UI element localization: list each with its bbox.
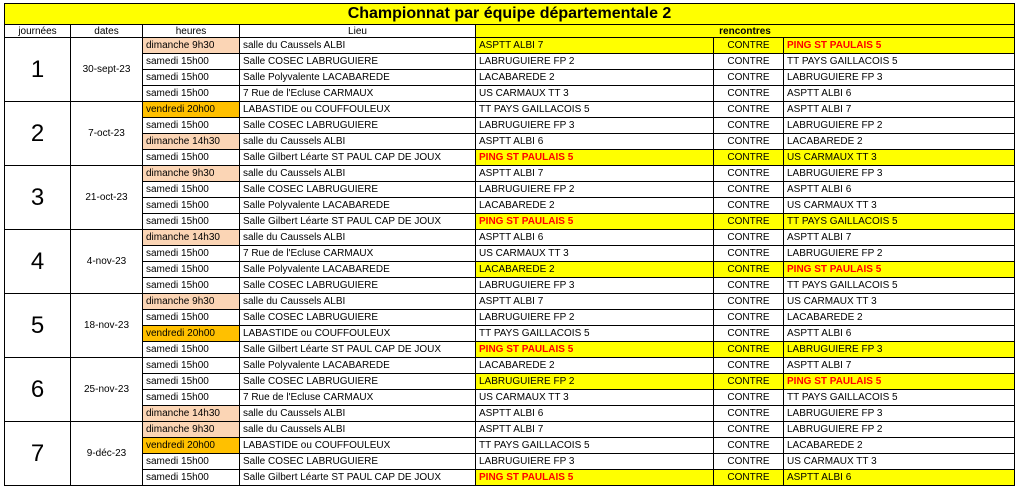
away-team: ASPTT ALBI 6 — [784, 182, 1015, 198]
round-number: 3 — [5, 166, 71, 230]
away-team: US CARMAUX TT 3 — [784, 150, 1015, 166]
match-row — [5, 54, 1015, 70]
match-time: samedi 15h00 — [143, 342, 240, 358]
away-team: TT PAYS GAILLACOIS 5 — [784, 214, 1015, 230]
match-row — [5, 262, 1015, 278]
round-date: 21-oct-23 — [71, 166, 143, 230]
home-team: LABRUGUIERE FP 3 — [476, 118, 714, 134]
home-team: ASPTT ALBI 7 — [476, 422, 714, 438]
versus-label: CONTRE — [714, 422, 784, 438]
away-team: LACABAREDE 2 — [784, 134, 1015, 150]
match-time: samedi 15h00 — [143, 470, 240, 486]
home-team: ASPTT ALBI 6 — [476, 134, 714, 150]
home-team: LABRUGUIERE FP 2 — [476, 374, 714, 390]
match-venue: Salle Gilbert Léarte ST PAUL CAP DE JOUX — [240, 150, 476, 166]
versus-label: CONTRE — [714, 246, 784, 262]
versus-label: CONTRE — [714, 150, 784, 166]
match-time: samedi 15h00 — [143, 182, 240, 198]
match-venue: salle du Caussels ALBI — [240, 294, 476, 310]
home-team: US CARMAUX TT 3 — [476, 246, 714, 262]
match-row — [5, 390, 1015, 406]
match-venue: Salle Polyvalente LACABAREDE — [240, 198, 476, 214]
match-venue: Salle Gilbert Léarte ST PAUL CAP DE JOUX — [240, 214, 476, 230]
home-team: LACABAREDE 2 — [476, 358, 714, 374]
match-row — [5, 470, 1015, 486]
round-date: 30-sept-23 — [71, 38, 143, 102]
versus-label: CONTRE — [714, 102, 784, 118]
match-row — [5, 374, 1015, 390]
away-team: US CARMAUX TT 3 — [784, 294, 1015, 310]
match-row — [5, 326, 1015, 342]
match-row — [5, 198, 1015, 214]
home-team: US CARMAUX TT 3 — [476, 86, 714, 102]
versus-label: CONTRE — [714, 38, 784, 54]
versus-label: CONTRE — [714, 182, 784, 198]
match-venue: 7 Rue de l'Ecluse CARMAUX — [240, 390, 476, 406]
match-time: dimanche 14h30 — [143, 134, 240, 150]
match-venue: salle du Caussels ALBI — [240, 38, 476, 54]
versus-label: CONTRE — [714, 470, 784, 486]
home-team: LACABAREDE 2 — [476, 262, 714, 278]
match-time: samedi 15h00 — [143, 150, 240, 166]
away-team: ASPTT ALBI 7 — [784, 102, 1015, 118]
away-team: PING ST PAULAIS 5 — [784, 38, 1015, 54]
match-venue: Salle COSEC LABRUGUIERE — [240, 118, 476, 134]
match-row — [5, 310, 1015, 326]
match-venue: salle du Caussels ALBI — [240, 134, 476, 150]
match-row — [5, 342, 1015, 358]
match-time: vendredi 20h00 — [143, 326, 240, 342]
match-time: samedi 15h00 — [143, 198, 240, 214]
match-time: samedi 15h00 — [143, 118, 240, 134]
match-row — [5, 246, 1015, 262]
away-team: LABRUGUIERE FP 2 — [784, 118, 1015, 134]
home-team: PING ST PAULAIS 5 — [476, 150, 714, 166]
home-team: LABRUGUIERE FP 3 — [476, 454, 714, 470]
versus-label: CONTRE — [714, 294, 784, 310]
versus-label: CONTRE — [714, 230, 784, 246]
versus-label: CONTRE — [714, 438, 784, 454]
home-team: LACABAREDE 2 — [476, 70, 714, 86]
match-venue: Salle Gilbert Léarte ST PAUL CAP DE JOUX — [240, 342, 476, 358]
match-venue: salle du Caussels ALBI — [240, 230, 476, 246]
match-time: samedi 15h00 — [143, 246, 240, 262]
home-team: TT PAYS GAILLACOIS 5 — [476, 326, 714, 342]
match-venue: Salle COSEC LABRUGUIERE — [240, 54, 476, 70]
versus-label: CONTRE — [714, 390, 784, 406]
match-row — [5, 134, 1015, 150]
schedule-table — [4, 3, 1015, 486]
away-team: LABRUGUIERE FP 2 — [784, 246, 1015, 262]
home-team: ASPTT ALBI 6 — [476, 406, 714, 422]
away-team: LABRUGUIERE FP 3 — [784, 166, 1015, 182]
match-venue: Salle Gilbert Léarte ST PAUL CAP DE JOUX — [240, 470, 476, 486]
round-number: 5 — [5, 294, 71, 358]
round-date: 4-nov-23 — [71, 230, 143, 294]
home-team: US CARMAUX TT 3 — [476, 390, 714, 406]
home-team: LABRUGUIERE FP 3 — [476, 278, 714, 294]
match-time: vendredi 20h00 — [143, 438, 240, 454]
match-venue: LABASTIDE ou COUFFOULEUX — [240, 326, 476, 342]
match-row — [5, 70, 1015, 86]
home-team: LABRUGUIERE FP 2 — [476, 182, 714, 198]
match-row — [5, 86, 1015, 102]
match-time: vendredi 20h00 — [143, 102, 240, 118]
versus-label: CONTRE — [714, 86, 784, 102]
match-row — [5, 438, 1015, 454]
match-time: dimanche 9h30 — [143, 38, 240, 54]
away-team: LACABAREDE 2 — [784, 438, 1015, 454]
away-team: LACABAREDE 2 — [784, 310, 1015, 326]
away-team: PING ST PAULAIS 5 — [784, 262, 1015, 278]
away-team: ASPTT ALBI 6 — [784, 86, 1015, 102]
match-time: samedi 15h00 — [143, 374, 240, 390]
versus-label: CONTRE — [714, 118, 784, 134]
match-row — [5, 166, 1015, 182]
header-rencontres: rencontres — [476, 25, 1015, 38]
match-time: samedi 15h00 — [143, 454, 240, 470]
versus-label: CONTRE — [714, 70, 784, 86]
match-venue: Salle COSEC LABRUGUIERE — [240, 278, 476, 294]
match-venue: Salle Polyvalente LACABAREDE — [240, 70, 476, 86]
home-team: LABRUGUIERE FP 2 — [476, 54, 714, 70]
match-row — [5, 118, 1015, 134]
away-team: ASPTT ALBI 6 — [784, 326, 1015, 342]
match-venue: salle du Caussels ALBI — [240, 422, 476, 438]
versus-label: CONTRE — [714, 374, 784, 390]
versus-label: CONTRE — [714, 310, 784, 326]
match-venue: Salle COSEC LABRUGUIERE — [240, 182, 476, 198]
match-time: dimanche 14h30 — [143, 406, 240, 422]
match-venue: LABASTIDE ou COUFFOULEUX — [240, 102, 476, 118]
match-row — [5, 406, 1015, 422]
away-team: TT PAYS GAILLACOIS 5 — [784, 54, 1015, 70]
away-team: US CARMAUX TT 3 — [784, 454, 1015, 470]
versus-label: CONTRE — [714, 54, 784, 70]
match-time: samedi 15h00 — [143, 262, 240, 278]
match-venue: Salle Polyvalente LACABAREDE — [240, 262, 476, 278]
match-venue: salle du Caussels ALBI — [240, 406, 476, 422]
home-team: ASPTT ALBI 7 — [476, 38, 714, 54]
round-number: 2 — [5, 102, 71, 166]
match-time: samedi 15h00 — [143, 86, 240, 102]
home-team: PING ST PAULAIS 5 — [476, 342, 714, 358]
header-journees: journées — [5, 25, 71, 38]
match-venue: Salle COSEC LABRUGUIERE — [240, 374, 476, 390]
round-date: 7-oct-23 — [71, 102, 143, 166]
match-time: dimanche 9h30 — [143, 294, 240, 310]
match-row — [5, 422, 1015, 438]
away-team: ASPTT ALBI 7 — [784, 358, 1015, 374]
match-row — [5, 454, 1015, 470]
home-team: LACABAREDE 2 — [476, 198, 714, 214]
match-venue: 7 Rue de l'Ecluse CARMAUX — [240, 86, 476, 102]
round-number: 4 — [5, 230, 71, 294]
away-team: ASPTT ALBI 7 — [784, 230, 1015, 246]
versus-label: CONTRE — [714, 454, 784, 470]
match-time: dimanche 14h30 — [143, 230, 240, 246]
round-date: 9-déc-23 — [71, 422, 143, 486]
match-row — [5, 214, 1015, 230]
away-team: LABRUGUIERE FP 2 — [784, 422, 1015, 438]
match-row — [5, 38, 1015, 54]
match-time: samedi 15h00 — [143, 278, 240, 294]
home-team: LABRUGUIERE FP 2 — [476, 310, 714, 326]
match-row — [5, 150, 1015, 166]
away-team: TT PAYS GAILLACOIS 5 — [784, 278, 1015, 294]
match-time: dimanche 9h30 — [143, 422, 240, 438]
match-row — [5, 102, 1015, 118]
home-team: TT PAYS GAILLACOIS 5 — [476, 102, 714, 118]
match-time: samedi 15h00 — [143, 358, 240, 374]
round-number: 1 — [5, 38, 71, 102]
away-team: LABRUGUIERE FP 3 — [784, 406, 1015, 422]
round-date: 25-nov-23 — [71, 358, 143, 422]
home-team: TT PAYS GAILLACOIS 5 — [476, 438, 714, 454]
versus-label: CONTRE — [714, 342, 784, 358]
away-team: US CARMAUX TT 3 — [784, 198, 1015, 214]
match-venue: LABASTIDE ou COUFFOULEUX — [240, 438, 476, 454]
page-title: Championnat par équipe départementale 2 — [5, 4, 1015, 25]
match-time: samedi 15h00 — [143, 54, 240, 70]
home-team: PING ST PAULAIS 5 — [476, 470, 714, 486]
away-team: LABRUGUIERE FP 3 — [784, 342, 1015, 358]
versus-label: CONTRE — [714, 326, 784, 342]
versus-label: CONTRE — [714, 406, 784, 422]
match-time: samedi 15h00 — [143, 310, 240, 326]
header-lieu: Lieu — [240, 25, 476, 38]
away-team: TT PAYS GAILLACOIS 5 — [784, 390, 1015, 406]
round-number: 7 — [5, 422, 71, 486]
away-team: ASPTT ALBI 6 — [784, 470, 1015, 486]
match-venue: Salle Polyvalente LACABAREDE — [240, 358, 476, 374]
home-team: ASPTT ALBI 7 — [476, 294, 714, 310]
versus-label: CONTRE — [714, 166, 784, 182]
match-time: samedi 15h00 — [143, 70, 240, 86]
match-row — [5, 358, 1015, 374]
versus-label: CONTRE — [714, 214, 784, 230]
away-team: PING ST PAULAIS 5 — [784, 374, 1015, 390]
round-date: 18-nov-23 — [71, 294, 143, 358]
versus-label: CONTRE — [714, 198, 784, 214]
versus-label: CONTRE — [714, 278, 784, 294]
match-venue: Salle COSEC LABRUGUIERE — [240, 310, 476, 326]
versus-label: CONTRE — [714, 262, 784, 278]
match-time: samedi 15h00 — [143, 390, 240, 406]
away-team: LABRUGUIERE FP 3 — [784, 70, 1015, 86]
match-time: samedi 15h00 — [143, 214, 240, 230]
round-number: 6 — [5, 358, 71, 422]
match-row — [5, 230, 1015, 246]
match-time: dimanche 9h30 — [143, 166, 240, 182]
match-venue: 7 Rue de l'Ecluse CARMAUX — [240, 246, 476, 262]
match-row — [5, 182, 1015, 198]
match-row — [5, 294, 1015, 310]
versus-label: CONTRE — [714, 134, 784, 150]
schedule-sheet — [4, 3, 1015, 486]
header-heures: heures — [143, 25, 240, 38]
match-venue: Salle COSEC LABRUGUIERE — [240, 454, 476, 470]
home-team: ASPTT ALBI 6 — [476, 230, 714, 246]
header-dates: dates — [71, 25, 143, 38]
home-team: PING ST PAULAIS 5 — [476, 214, 714, 230]
match-row — [5, 278, 1015, 294]
match-venue: salle du Caussels ALBI — [240, 166, 476, 182]
versus-label: CONTRE — [714, 358, 784, 374]
home-team: ASPTT ALBI 7 — [476, 166, 714, 182]
